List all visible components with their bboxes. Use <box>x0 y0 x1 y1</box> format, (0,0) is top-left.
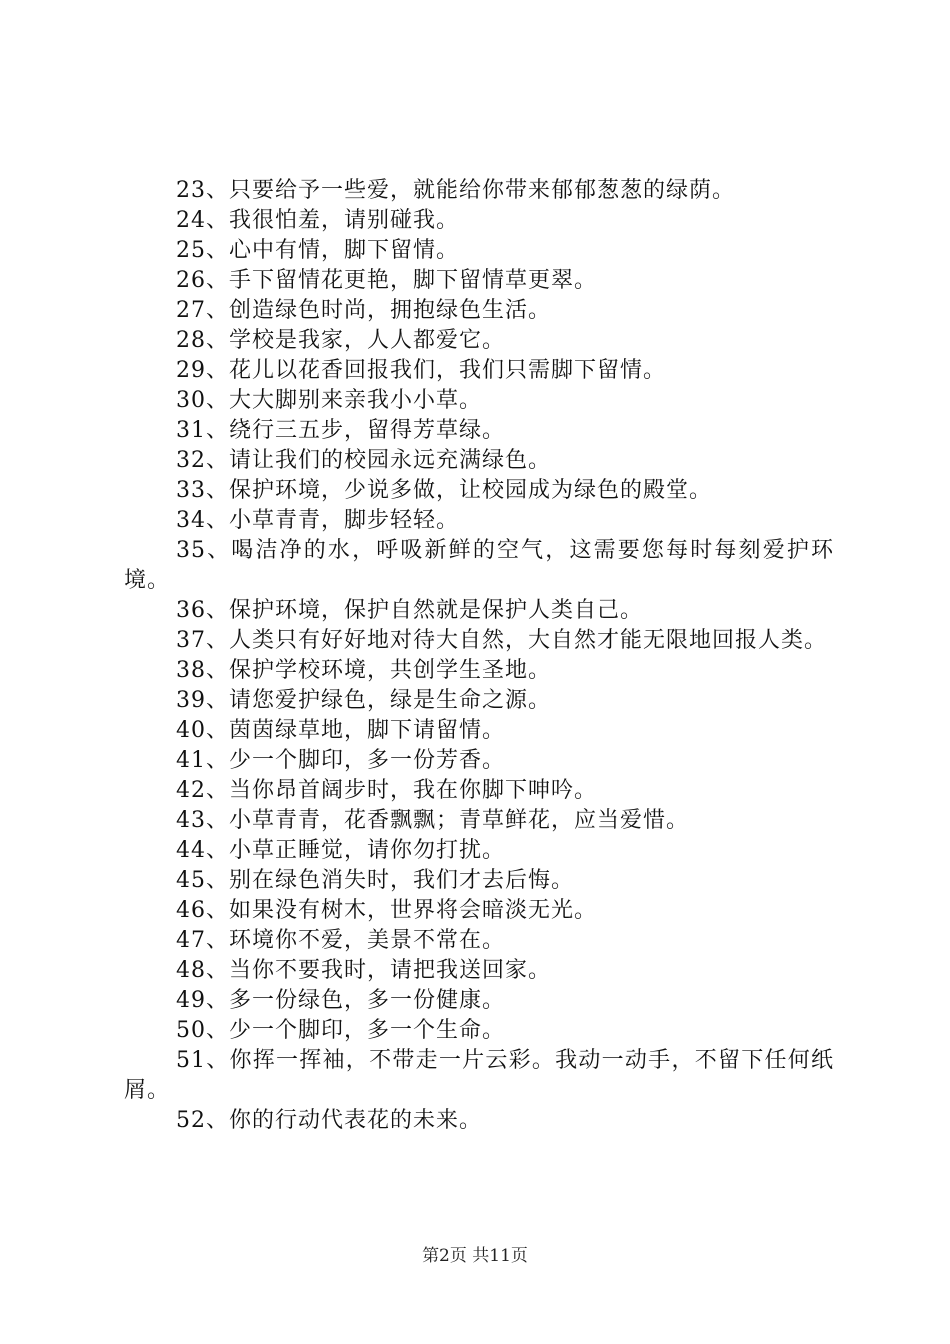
slogan-line: 37、人类只有好好地对待大自然，大自然才能无限地回报人类。 <box>176 628 827 653</box>
slogan-line: 27、创造绿色时尚，拥抱绿色生活。 <box>176 298 551 323</box>
page-number-footer: 第2页 共11页 <box>422 1246 528 1266</box>
slogan-line: 49、多一份绿色，多一份健康。 <box>176 988 505 1013</box>
slogan-line: 38、保护学校环境，共创学生圣地。 <box>176 658 551 683</box>
slogan-line: 30、大大脚别来亲我小小草。 <box>176 388 482 413</box>
slogan-line: 48、当你不要我时，请把我送回家。 <box>176 958 551 983</box>
slogan-line: 26、手下留情花更艳，脚下留情草更翠。 <box>176 268 597 293</box>
slogan-line: 35、喝洁净的水，呼吸新鲜的空气，这需要您每时每刻爱护环境。 <box>124 538 834 593</box>
slogan-line: 51、你挥一挥袖，不带走一片云彩。我动一动手，不留下任何纸屑。 <box>124 1048 834 1103</box>
slogan-line: 29、花儿以花香回报我们，我们只需脚下留情。 <box>176 358 666 383</box>
slogan-line: 33、保护环境，少说多做，让校园成为绿色的殿堂。 <box>176 478 712 503</box>
slogan-line: 41、少一个脚印，多一份芳香。 <box>176 748 505 773</box>
document-body <box>124 176 834 1136</box>
slogan-line: 34、小草青青，脚步轻轻。 <box>176 508 459 533</box>
slogan-line: 42、当你昂首阔步时，我在你脚下呻吟。 <box>176 778 597 803</box>
slogan-line: 31、绕行三五步，留得芳草绿。 <box>176 418 505 443</box>
slogan-line: 44、小草正睡觉，请你勿打扰。 <box>176 838 505 863</box>
slogan-line: 50、少一个脚印，多一个生命。 <box>176 1018 505 1043</box>
slogan-line: 32、请让我们的校园永远充满绿色。 <box>176 448 551 473</box>
slogan-line: 40、茵茵绿草地，脚下请留情。 <box>176 718 505 743</box>
slogan-line: 45、别在绿色消失时，我们才去后悔。 <box>176 868 574 893</box>
slogan-line: 24、我很怕羞，请别碰我。 <box>176 208 459 233</box>
slogan-line: 23、只要给予一些爱，就能给你带来郁郁葱葱的绿荫。 <box>176 178 735 203</box>
slogan-line: 47、环境你不爱，美景不常在。 <box>176 928 505 953</box>
slogan-line: 39、请您爱护绿色，绿是生命之源。 <box>176 688 551 713</box>
slogan-line: 28、学校是我家，人人都爱它。 <box>176 328 505 353</box>
slogan-line: 46、如果没有树木，世界将会暗淡无光。 <box>176 898 597 923</box>
slogan-line: 43、小草青青，花香飘飘；青草鲜花，应当爱惜。 <box>176 808 689 833</box>
slogan-line: 25、心中有情，脚下留情。 <box>176 238 459 263</box>
slogan-line: 36、保护环境，保护自然就是保护人类自己。 <box>176 598 643 623</box>
slogan-line: 52、你的行动代表花的未来。 <box>176 1108 482 1133</box>
